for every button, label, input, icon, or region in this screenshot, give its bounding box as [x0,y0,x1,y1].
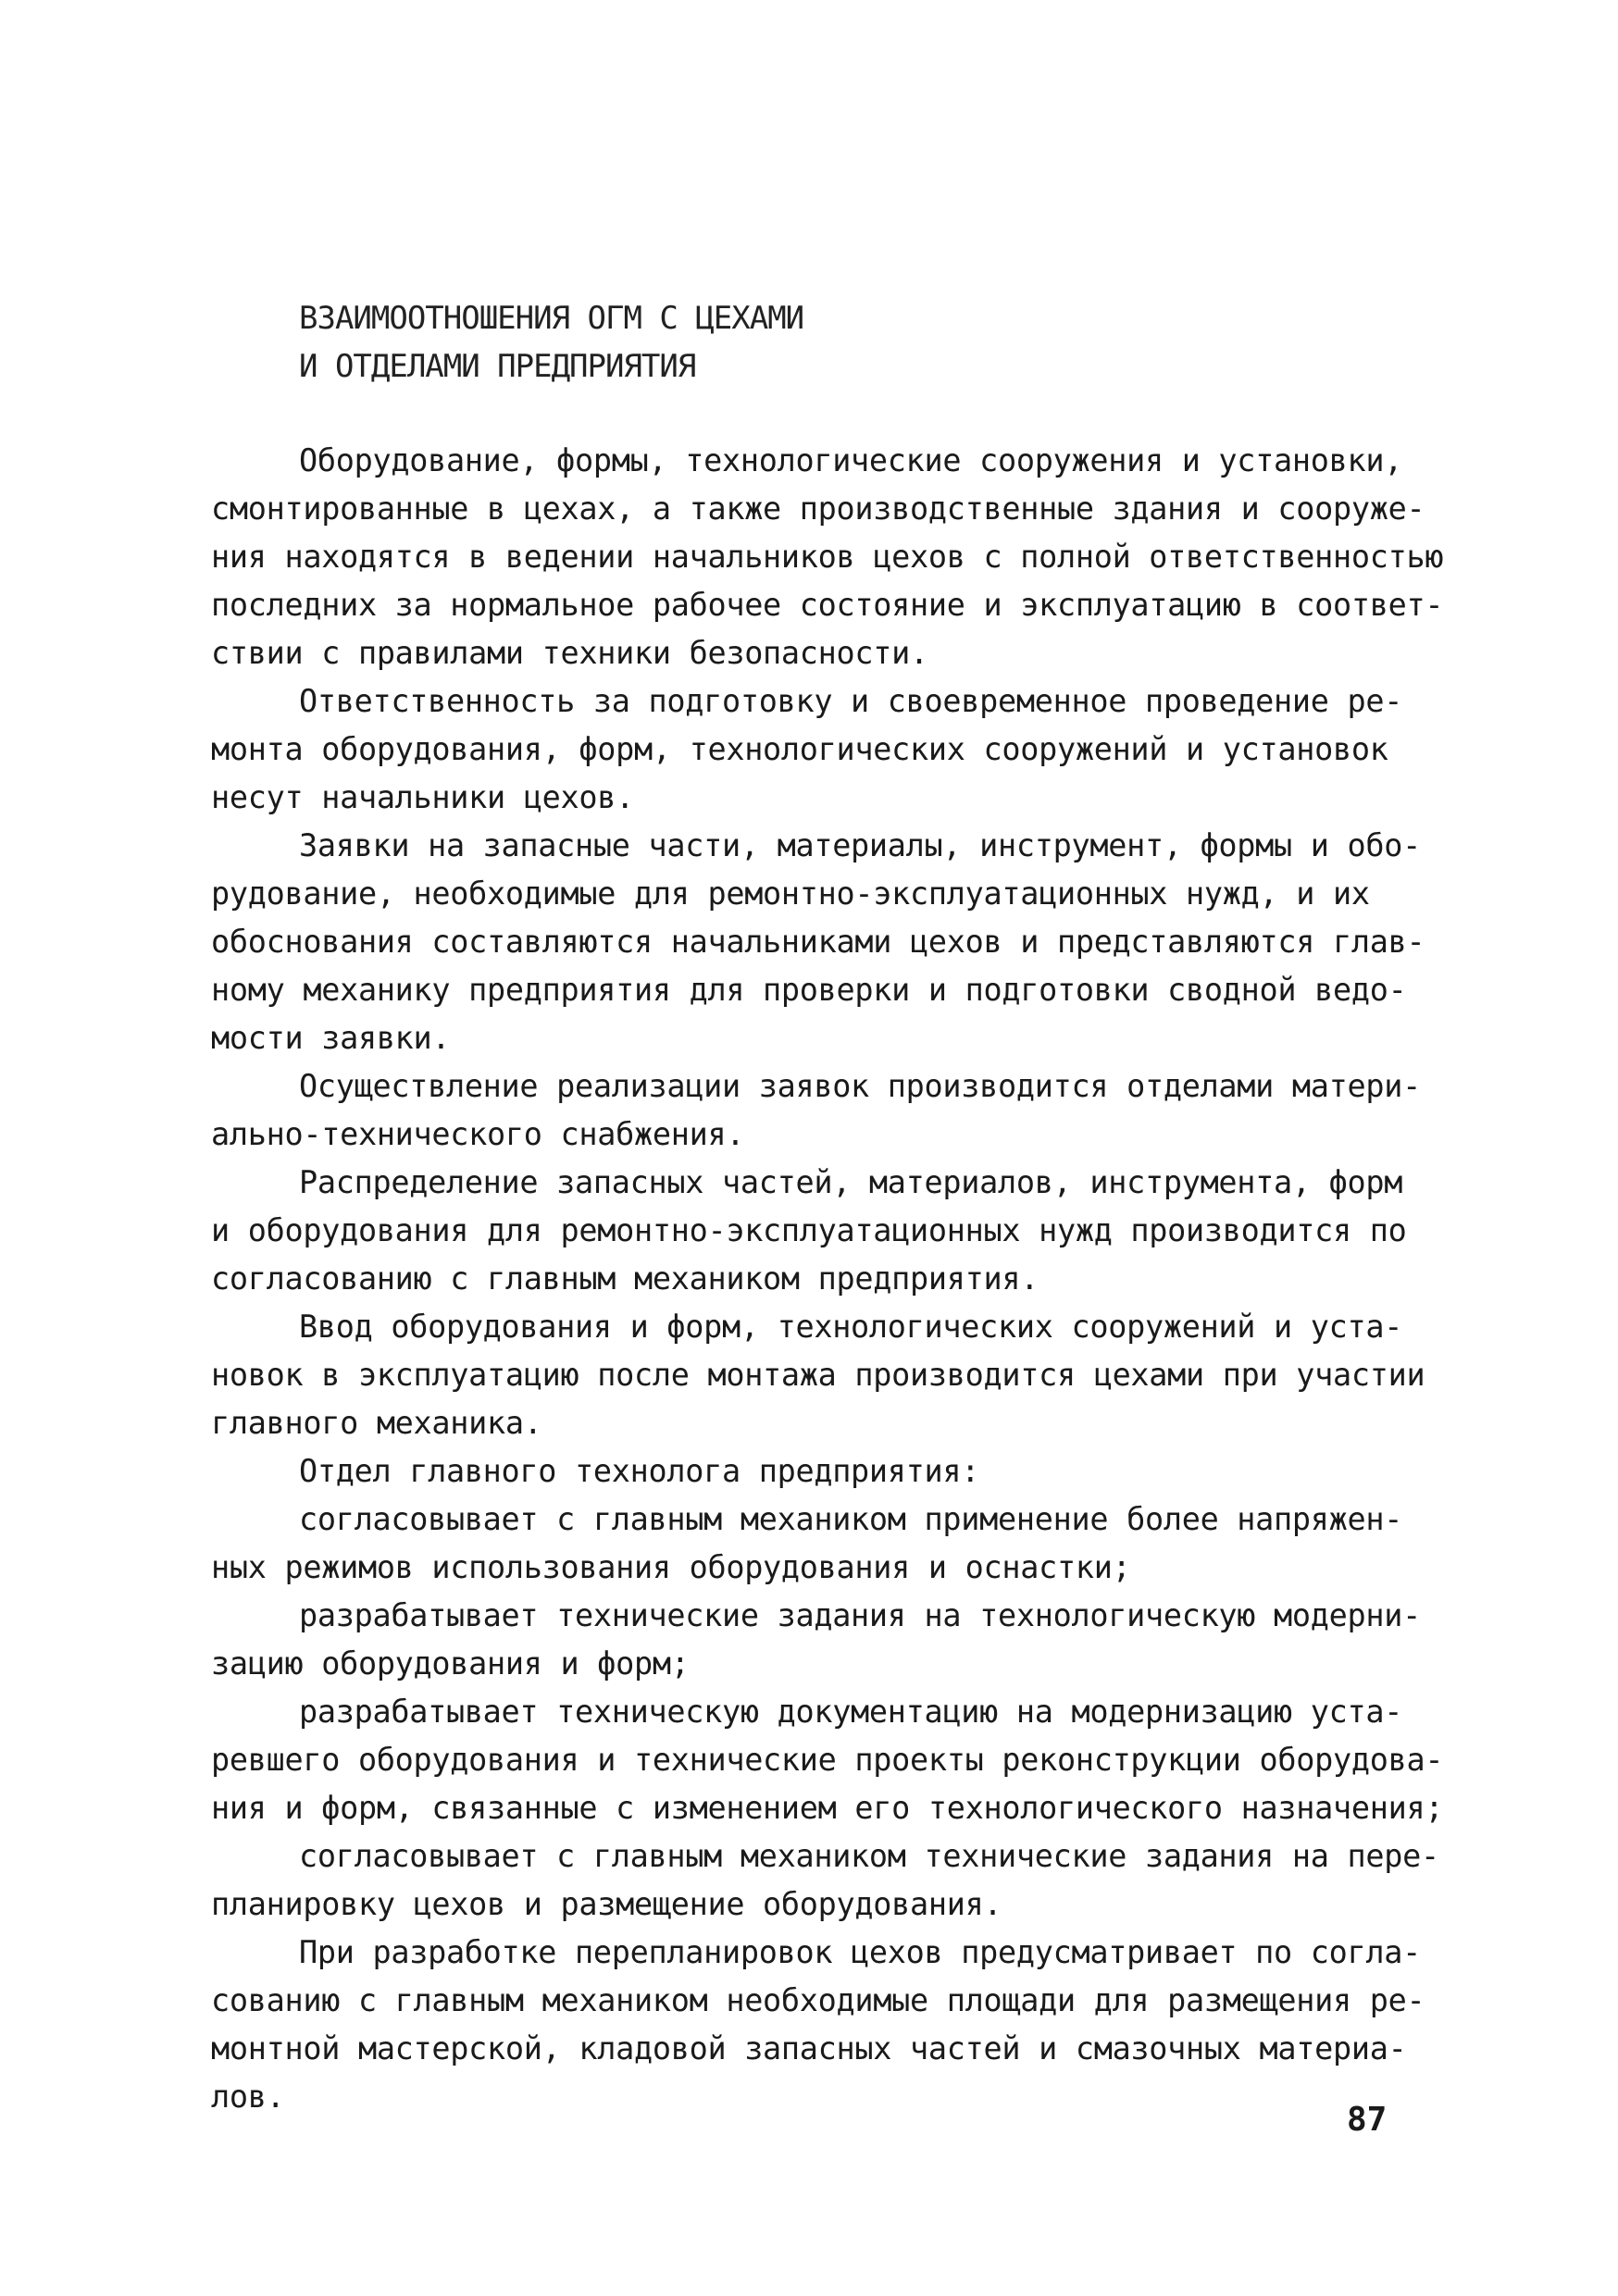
text-line: смонтированные в цехах, а также производственные здания и сооруже- [211,490,1425,527]
text-line: главного механика. [211,1405,542,1441]
text-line: обоснования составляются начальниками цехов и представляются глав- [211,924,1425,960]
text-line: планировку цехов и размещение оборудования. [211,1886,1002,1922]
text-line: ному механику предприятия для проверки и подготовки сводной ведо- [211,972,1407,1008]
text-line: ных режимов использования оборудования и оснастки; [211,1549,1131,1585]
text-line: согласовывает с главным механиком технические задания на пере- [299,1838,1439,1874]
text-line: При разработке перепланировок цехов предусматривает по согла- [299,1934,1421,1970]
heading-line-1: ВЗАИМООТНОШЕНИЯ ОГМ С ЦЕХАМИ [299,300,804,337]
text-line: лов. [211,2079,285,2115]
text-line: Осуществление реализации заявок производится отделами матери- [299,1068,1421,1104]
heading-line-2: И ОТДЕЛАМИ ПРЕДПРИЯТИЯ [299,348,696,385]
page-number: 87 [1347,2101,1388,2139]
section-heading [299,294,803,391]
text-line: разрабатывает техническую документацию на модернизацию уста- [299,1694,1403,1730]
text-line: мости заявки. [211,1020,451,1056]
text-line: ния и форм, связанные с изменением его технологического назначения; [211,1790,1444,1826]
text-line: Отдел главного технолога предприятия: [299,1453,980,1489]
text-line: ствии с правилами техники безопасности. [211,635,928,671]
text-line: монтной мастерской, кладовой запасных частей и смазочных материа- [211,2030,1407,2066]
text-line: разрабатывает технические задания на технологическую модерни- [299,1597,1421,1633]
text-line: Заявки на запасные части, материалы, инструмент, формы и обо- [299,827,1421,863]
text-line: ревшего оборудования и технические проекты реконструкции оборудова- [211,1742,1444,1778]
text-line: Оборудование, формы, технологические сооружения и установки, [299,442,1403,478]
text-line: последних за нормальное рабочее состояние и эксплуатацию в соответ- [211,587,1444,623]
text-line: монта оборудования, форм, технологических сооружений и установок [211,731,1388,767]
text-line: согласовывает с главным механиком применение более напряжен- [299,1501,1403,1537]
text-line: и оборудования для ремонтно-эксплуатационных нужд производится по [211,1212,1407,1248]
text-line: рудование, необходимые для ремонтно-эксплуатационных нужд, и их [211,875,1370,912]
text-line: Распределение запасных частей, материалов, инструмента, форм [299,1164,1403,1200]
text-line: Ответственность за подготовку и своевременное проведение ре- [299,683,1403,719]
text-line: Ввод оборудования и форм, технологических сооружений и уста- [299,1309,1403,1345]
text-line: зацию оборудования и форм; [211,1645,690,1682]
text-line: новок в эксплуатацию после монтажа производится цехами при участии [211,1357,1425,1393]
text-line: согласованию с главным механиком предприятия. [211,1260,1039,1297]
text-line: несут начальники цехов. [211,779,634,815]
text-line: ально-технического снабжения. [211,1116,745,1152]
text-line: ния находятся в ведении начальников цехов с полной ответственностью [211,539,1444,575]
text-line: сованию с главным механиком необходимые площади для размещения ре- [211,1982,1425,2018]
